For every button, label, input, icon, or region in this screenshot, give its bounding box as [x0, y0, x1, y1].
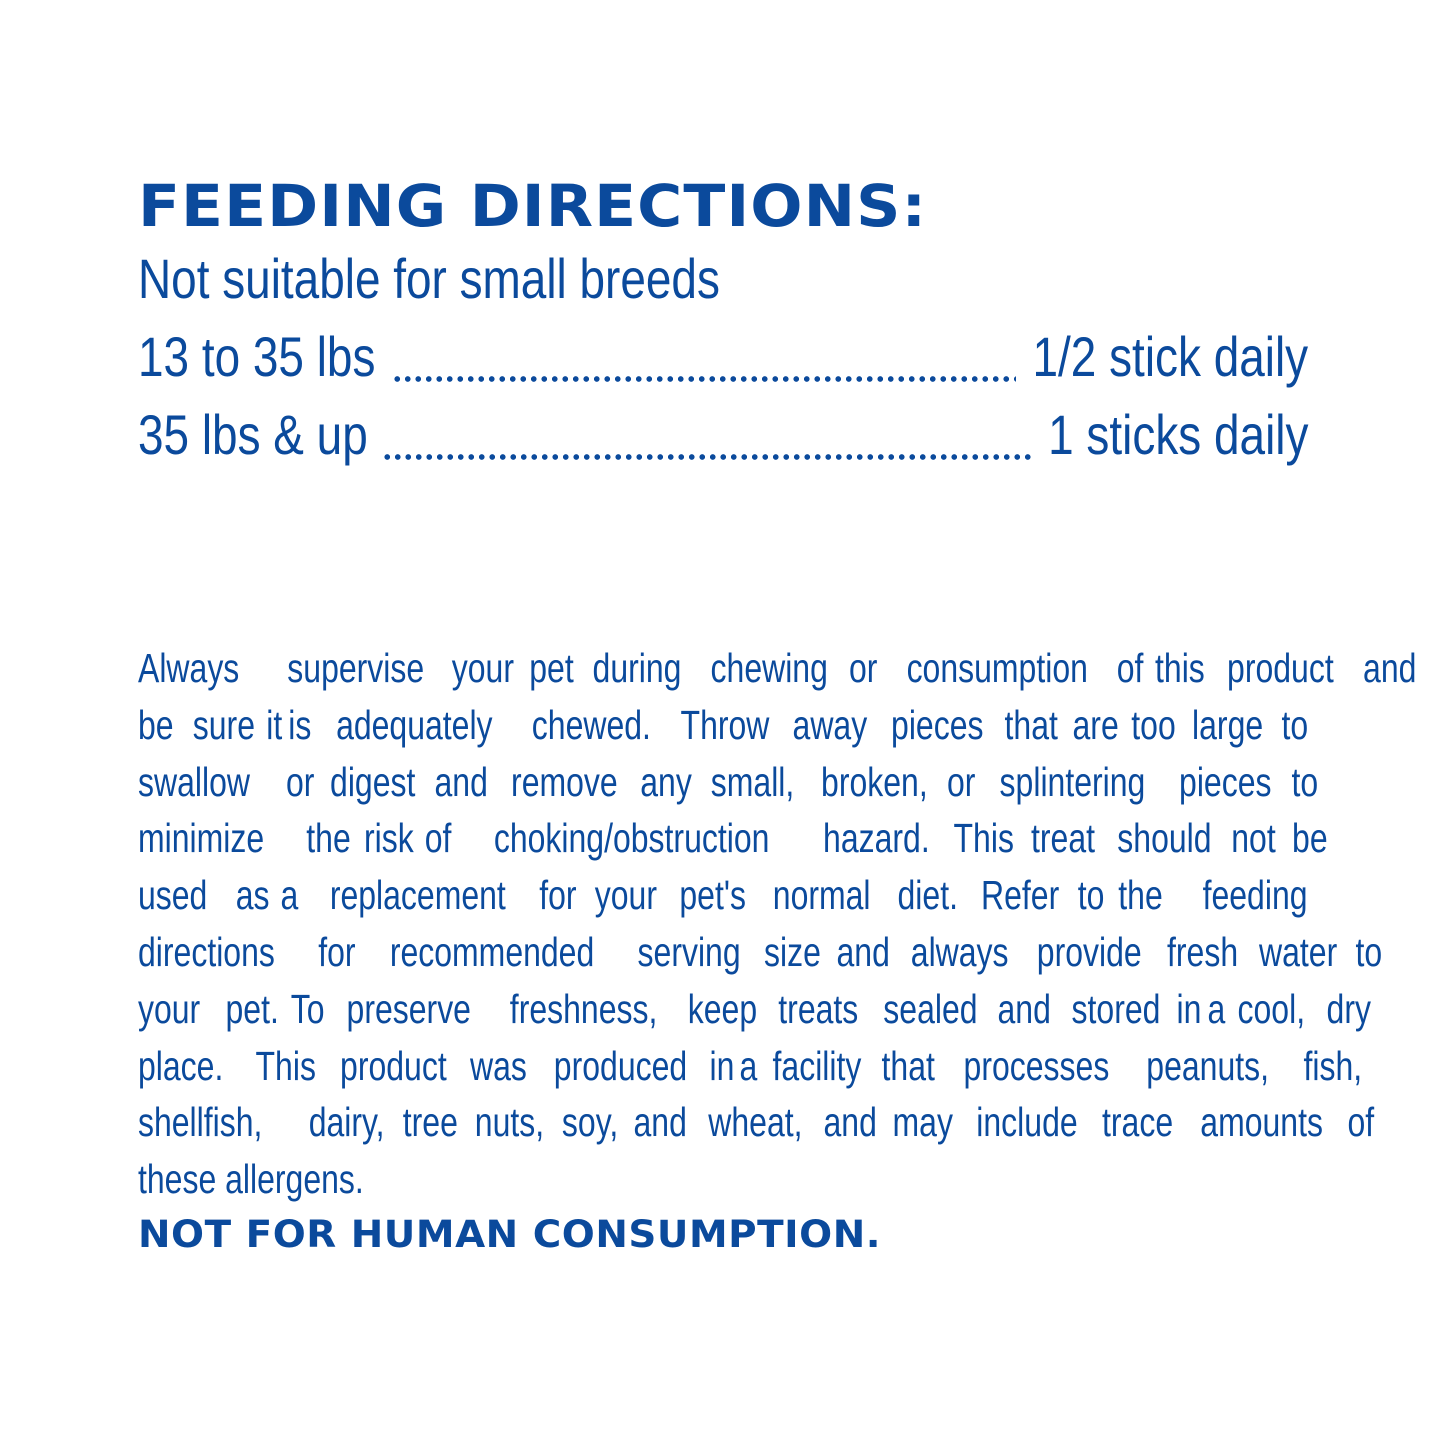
daily-amount: 1 sticks daily — [1047, 403, 1308, 466]
paragraph-word: shellfish, — [138, 1099, 263, 1146]
paragraph-word: sure — [192, 701, 255, 748]
paragraph-word: product — [339, 1042, 447, 1089]
dosage-row — [138, 396, 1308, 474]
weight-range: 35 lbs & up — [138, 403, 368, 466]
paragraph-word: pet — [529, 645, 574, 691]
weight-range: 13 to 35 lbs — [138, 325, 376, 388]
paragraph-word: a — [280, 872, 299, 919]
paragraph-word: it — [266, 701, 283, 748]
paragraph-word: your — [452, 645, 515, 691]
paragraph-last-line — [138, 1151, 1308, 1208]
paragraph-word: This — [953, 815, 1014, 862]
paragraph-word: normal — [773, 872, 871, 919]
paragraph-word: water — [1258, 928, 1338, 975]
paragraph-word: and — [836, 928, 890, 975]
dot-leader — [382, 404, 1034, 464]
paragraph-word: or — [848, 645, 878, 691]
paragraph-word: provide — [1037, 928, 1142, 975]
paragraph-word: was — [469, 1042, 527, 1089]
paragraph-word: and — [633, 1099, 688, 1146]
paragraph-word: this — [1154, 645, 1205, 691]
paragraph-word: wheat, — [708, 1099, 803, 1146]
paragraph-word: peanuts, — [1146, 1042, 1270, 1089]
paragraph-word: too — [1131, 701, 1176, 748]
paragraph-word: your — [138, 985, 201, 1032]
paragraph-word: large — [1192, 701, 1264, 748]
paragraph-word: minimize — [138, 815, 265, 862]
paragraph-word: to — [1291, 758, 1319, 805]
paragraph-word: to — [1355, 928, 1383, 975]
paragraph-last-line-text: these allergens. — [138, 1156, 364, 1203]
paragraph-word: This — [255, 1042, 317, 1089]
paragraph-word: cool, — [1237, 985, 1305, 1032]
paragraph-word: To — [290, 985, 325, 1032]
paragraph-word: a — [739, 1042, 758, 1089]
paragraph-word: serving — [637, 928, 742, 975]
paragraph-word: chewing — [710, 645, 828, 691]
paragraph-word: or — [946, 758, 975, 805]
paragraph-line — [138, 1094, 1375, 1151]
paragraph-word: adequately — [336, 701, 493, 748]
paragraph-word: and — [434, 758, 489, 805]
paragraph-word: pet's — [679, 872, 746, 919]
paragraph-line — [138, 810, 1328, 867]
paragraph-line — [138, 1038, 1362, 1095]
paragraph-word: nuts, — [475, 1099, 545, 1146]
paragraph-word: soy, — [562, 1099, 619, 1146]
paragraph-word: freshness, — [509, 985, 658, 1032]
paragraph-word: chewed. — [532, 701, 652, 748]
paragraph-word: fresh — [1166, 928, 1238, 975]
paragraph-line — [138, 981, 1372, 1038]
dot-leader — [392, 326, 1016, 386]
daily-amount: 1/2 stick daily — [1032, 325, 1308, 388]
paragraph-word: not — [1231, 815, 1276, 862]
paragraph-word: treats — [778, 985, 859, 1032]
safety-warning-section — [138, 640, 1417, 1260]
not-for-human-consumption-notice: NOT FOR HUMAN CONSUMPTION. — [138, 1212, 882, 1256]
paragraph-word: risk — [363, 815, 414, 862]
paragraph-word: treat — [1031, 815, 1096, 862]
paragraph-word: produced — [553, 1042, 687, 1089]
safety-warning-paragraph — [138, 640, 1417, 1208]
paragraph-word: in — [1176, 985, 1202, 1032]
paragraph-word: dairy, — [308, 1099, 385, 1146]
paragraph-word: the — [1118, 872, 1164, 919]
breed-note: Not suitable for small breeds — [138, 247, 720, 310]
paragraph-word: processes — [963, 1042, 1109, 1089]
paragraph-word: product — [1226, 645, 1334, 691]
paragraph-word: amounts — [1199, 1099, 1323, 1146]
paragraph-word: broken, — [820, 758, 928, 805]
paragraph-word: and — [823, 1099, 877, 1146]
paragraph-word: swallow — [138, 758, 250, 805]
paragraph-word: is — [287, 701, 311, 748]
paragraph-word: feeding — [1202, 872, 1308, 919]
paragraph-word: place. — [138, 1042, 224, 1089]
paragraph-line — [138, 867, 1308, 924]
paragraph-word: trace — [1101, 1099, 1173, 1146]
paragraph-word: of — [1117, 645, 1144, 691]
paragraph-word: replacement — [329, 872, 506, 919]
feeding-directions-section — [138, 172, 1308, 474]
paragraph-word: include — [975, 1099, 1078, 1146]
paragraph-word: are — [1072, 701, 1119, 748]
paragraph-word: that — [1004, 701, 1058, 748]
paragraph-word: digest — [330, 758, 416, 805]
paragraph-line — [138, 924, 1383, 981]
paragraph-word: recommended — [390, 928, 595, 975]
paragraph-word: to — [1281, 701, 1308, 748]
paragraph-line — [138, 640, 1417, 697]
paragraph-word: remove — [510, 758, 618, 805]
paragraph-line — [138, 754, 1319, 811]
paragraph-word: supervise — [287, 645, 425, 691]
paragraph-word: Throw — [680, 701, 770, 748]
paragraph-word: diet. — [897, 872, 958, 919]
paragraph-word: in — [709, 1042, 734, 1089]
paragraph-word: any — [639, 758, 692, 805]
paragraph-word: sealed — [882, 985, 978, 1032]
paragraph-word: consumption — [906, 645, 1088, 691]
paragraph-word: to — [1078, 872, 1105, 919]
paragraph-word: for — [318, 928, 357, 975]
paragraph-line — [138, 697, 1308, 754]
paragraph-word: be — [1292, 815, 1328, 862]
paragraph-word: away — [792, 701, 868, 748]
paragraph-word: stored — [1071, 985, 1161, 1032]
paragraph-word: used — [138, 872, 208, 919]
paragraph-word: during — [592, 645, 682, 691]
paragraph-word: and — [997, 985, 1052, 1032]
paragraph-word: of — [1347, 1099, 1375, 1146]
paragraph-word: Refer — [981, 872, 1060, 919]
paragraph-word: pieces — [1178, 758, 1272, 805]
paragraph-word: the — [306, 815, 351, 862]
dosage-row — [138, 318, 1308, 396]
paragraph-word: keep — [687, 985, 758, 1032]
paragraph-word: and — [1363, 645, 1417, 691]
paragraph-word: tree — [402, 1099, 458, 1146]
paragraph-word: size — [763, 928, 821, 975]
paragraph-word: be — [138, 701, 174, 748]
paragraph-word: may — [892, 1099, 954, 1146]
paragraph-word: your — [595, 872, 658, 919]
paragraph-word: directions — [138, 928, 275, 975]
paragraph-word: should — [1117, 815, 1212, 862]
paragraph-word: a — [1207, 985, 1226, 1032]
paragraph-word: choking/obstruction — [493, 815, 770, 862]
paragraph-word: small, — [710, 758, 794, 805]
paragraph-word: or — [285, 758, 315, 805]
paragraph-word: always — [910, 928, 1009, 975]
paragraph-word: of — [424, 815, 451, 862]
paragraph-word: Always — [138, 645, 240, 691]
paragraph-word: pet. — [225, 985, 279, 1032]
paragraph-word: facility — [772, 1042, 862, 1089]
paragraph-word: that — [881, 1042, 936, 1089]
paragraph-word: as — [235, 872, 270, 919]
paragraph-word: hazard. — [823, 815, 930, 862]
paragraph-word: splintering — [999, 758, 1146, 805]
paragraph-word: dry — [1326, 985, 1372, 1032]
paragraph-word: fish, — [1303, 1042, 1362, 1089]
feeding-directions-heading: FEEDING DIRECTIONS: — [138, 172, 928, 240]
paragraph-word: pieces — [891, 701, 984, 748]
paragraph-word: preserve — [347, 985, 472, 1032]
paragraph-word: for — [539, 872, 578, 919]
